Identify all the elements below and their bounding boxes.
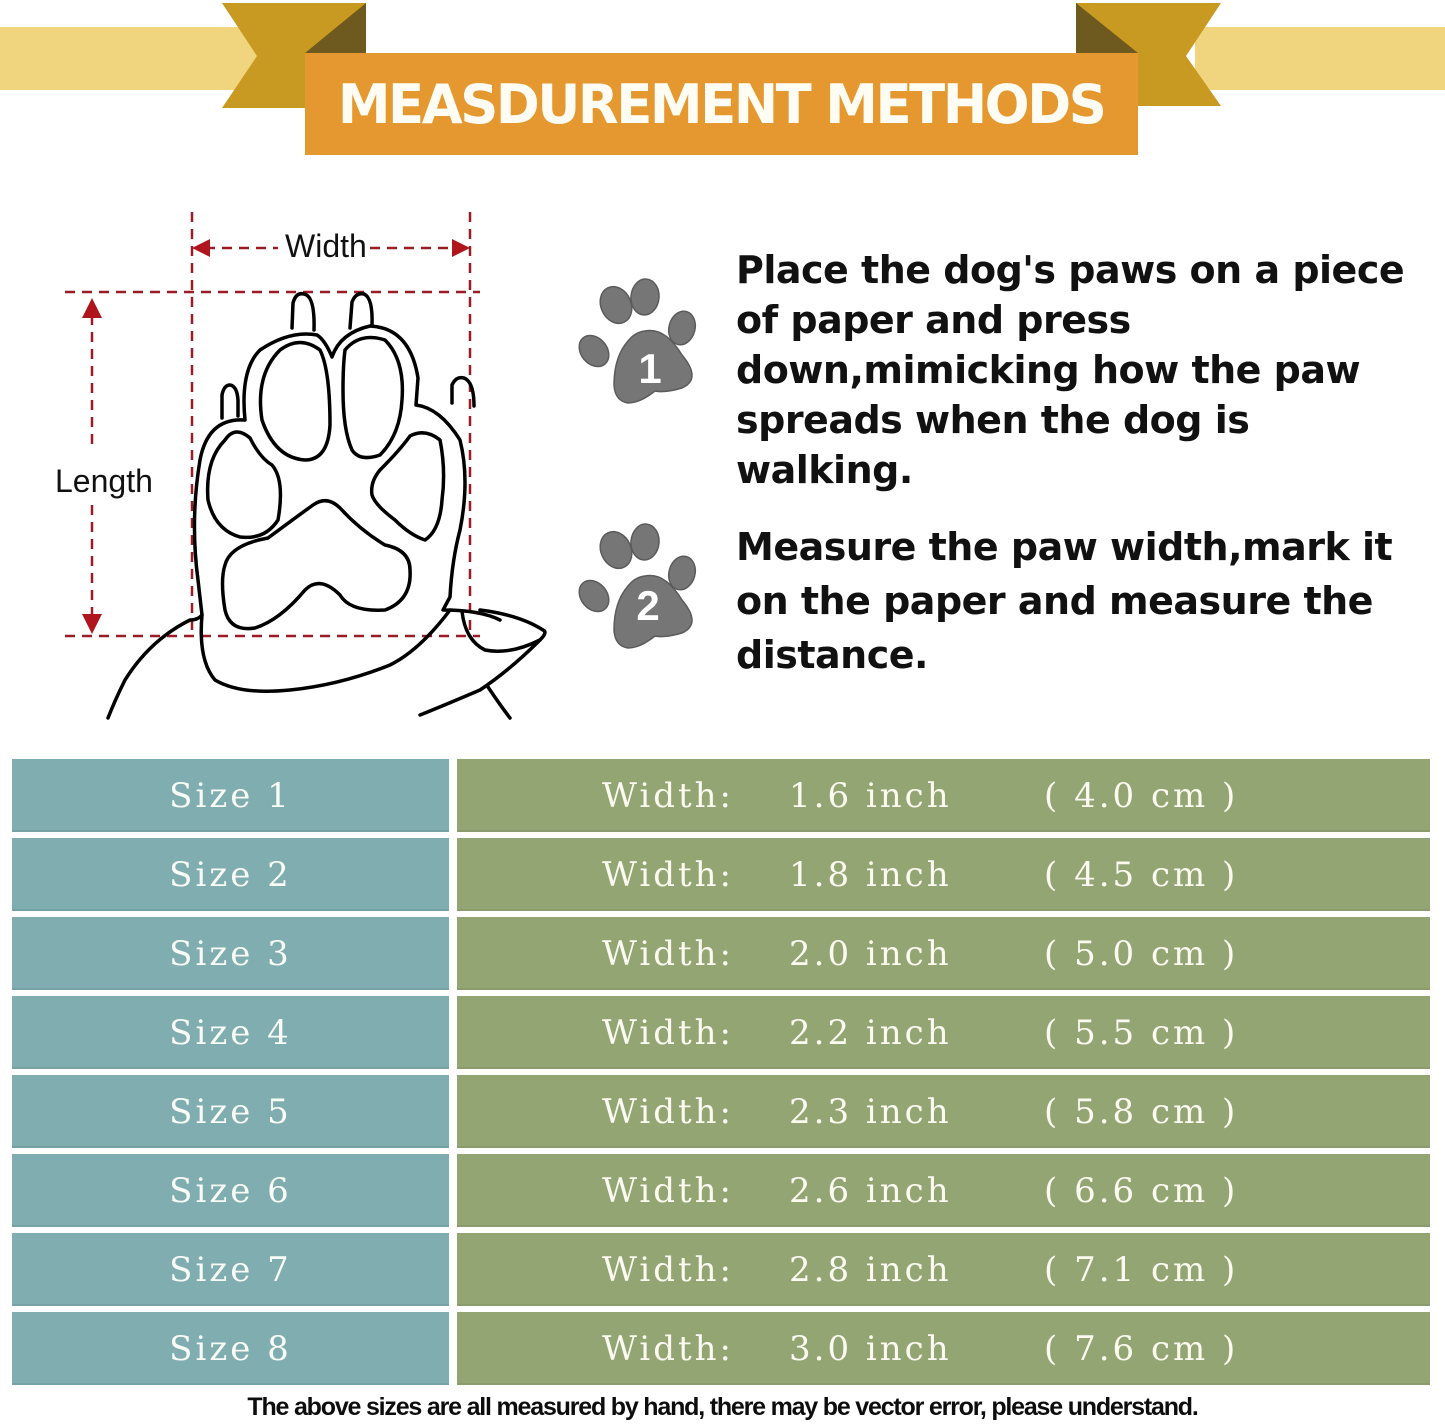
paw-measurement-diagram [40, 200, 580, 730]
paw-print-icon [570, 275, 700, 405]
width-inch-value: 2.6 inch [789, 1170, 952, 1211]
width-label: Width: [602, 1170, 735, 1211]
width-cell [457, 759, 1430, 832]
width-cm-value: ( 6.6 cm ) [1044, 1170, 1239, 1211]
width-inch-value: 2.0 inch [789, 933, 952, 974]
width-cell [457, 838, 1430, 911]
table-row [12, 996, 1432, 1069]
svg-text:1: 1 [638, 345, 662, 392]
size-cell: Size 8 [12, 1312, 449, 1385]
table-row [12, 917, 1432, 990]
width-inch-value: 2.3 inch [789, 1091, 952, 1132]
table-row [12, 1075, 1432, 1148]
svg-text:2: 2 [636, 582, 660, 629]
size-cell: Size 6 [12, 1154, 449, 1227]
title-banner [0, 0, 1445, 170]
width-cm-value: ( 4.5 cm ) [1044, 854, 1239, 895]
width-label: Width: [602, 775, 735, 816]
width-inch-value: 1.6 inch [789, 775, 952, 816]
width-label: Width: [602, 1249, 735, 1290]
width-label: Width: [602, 933, 735, 974]
width-inch-value: 3.0 inch [789, 1328, 952, 1369]
width-label: Width: [602, 854, 735, 895]
width-cm-value: ( 5.5 cm ) [1044, 1012, 1239, 1053]
width-cell [457, 1154, 1430, 1227]
step-2-instructions: Measure the paw width,mark it on the paper and measure the distance. [736, 525, 1393, 677]
width-cm-value: ( 7.6 cm ) [1044, 1328, 1239, 1369]
size-cell: Size 3 [12, 917, 449, 990]
width-cm-value: ( 7.1 cm ) [1044, 1249, 1239, 1290]
paw-print-icon [570, 520, 700, 650]
width-label: Width: [602, 1328, 735, 1369]
width-cell [457, 1075, 1430, 1148]
size-cell: Size 5 [12, 1075, 449, 1148]
width-cell [457, 917, 1430, 990]
width-cell [457, 1233, 1430, 1306]
table-row [12, 838, 1432, 911]
table-row [12, 1154, 1432, 1227]
width-cm-value: ( 5.0 cm ) [1044, 933, 1239, 974]
width-cell [457, 996, 1430, 1069]
table-row [12, 1312, 1432, 1385]
width-cm-value: ( 5.8 cm ) [1044, 1091, 1239, 1132]
table-row [12, 759, 1432, 832]
width-inch-value: 2.2 inch [789, 1012, 952, 1053]
size-cell: Size 7 [12, 1233, 449, 1306]
size-cell: Size 4 [12, 996, 449, 1069]
width-dimension-label: Width [285, 228, 367, 264]
page-title-text: MEASDUREMENT METHODS [338, 72, 1105, 136]
width-cell [457, 1312, 1430, 1385]
width-label: Width: [602, 1091, 735, 1132]
width-inch-value: 1.8 inch [789, 854, 952, 895]
width-inch-value: 2.8 inch [789, 1249, 952, 1290]
table-row [12, 1233, 1432, 1306]
width-cm-value: ( 4.0 cm ) [1044, 775, 1239, 816]
width-label: Width: [602, 1012, 735, 1053]
length-dimension-label: Length [55, 463, 153, 499]
page-title [305, 53, 1138, 155]
size-cell: Size 1 [12, 759, 449, 832]
size-cell: Size 2 [12, 838, 449, 911]
step-1-instructions: Place the dog's paws on a piece of paper and press down,mimicking how the paw spreads when the dog is walking. [736, 248, 1405, 492]
disclaimer-footnote: The above sizes are all measured by hand, there may be vector error, please understand. [247, 1393, 1198, 1421]
